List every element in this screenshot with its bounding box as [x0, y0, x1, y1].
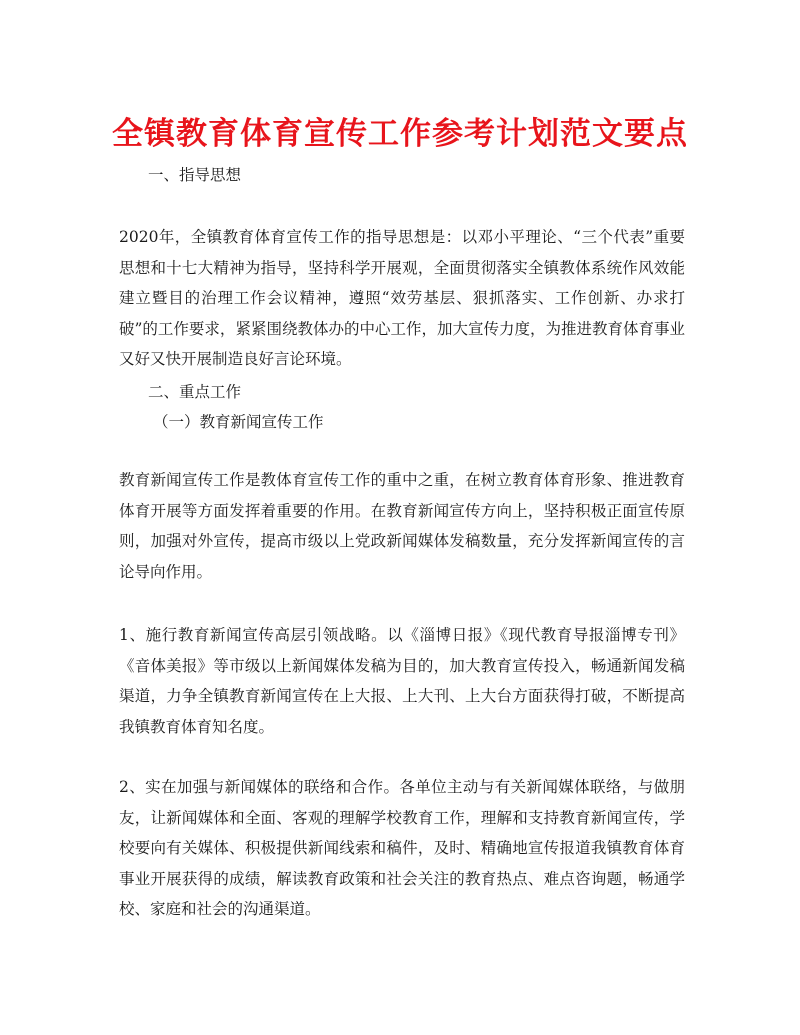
section-heading-key-work: 二、重点工作 — [148, 383, 242, 401]
paragraph-guiding-ideology: 2020年，全镇教育体育宣传工作的指导思想是：以邓小平理论、“三个代表”重要思想和十七大精神为指导，坚持科学开展观，全面贯彻落实全镇教体系统作风效能建立暨目的治理工作会议精神，遵照“效劳基层、狠抓落实、工作创新、办求打破”的工作要求，紧紧围绕教体办的中心工作，加大宣传力度，为推进教育体育事业又好又快开展制造良好言论环境。 — [119, 228, 685, 368]
paragraph-item-1: 1、施行教育新闻宣传高层引领战略。以《淄博日报》《现代教育导报淄博专刊》《音体美报》等市级以上新闻媒体发稿为目的，加大教育宣传投入，畅通新闻发稿渠道，力争全镇教育新闻宣传在上大报、上大刊、上大台方面获得打破，不断提高我镇教育体育知名度。 — [119, 626, 685, 736]
section-heading-guiding-ideology: 一、指导思想 — [148, 166, 242, 184]
paragraph-item-2: 2、实在加强与新闻媒体的联络和合作。各单位主动与有关新闻媒体联络，与做朋友，让新闻媒体和全面、客观的理解学校教育工作，理解和支持教育新闻宣传，学校要向有关媒体、积极提供新闻线索和稿件，及时、精确地宣传报道我镇教育体育事业开展获得的成绩，解读教育政策和社会关注的教育热点、难点咨询题，畅通学校、家庭和社会的沟通渠道。 — [119, 778, 685, 918]
paragraph-news-publicity: 教育新闻宣传工作是教体育宣传工作的重中之重，在树立教育体育形象、推进教育体育开展等方面发挥着重要的作用。在教育新闻宣传方向上，坚持积极正面宣传原则，加强对外宣传，提高市级以上党政新闻媒体发稿数量，充分发挥新闻宣传的言论导向作用。 — [119, 471, 685, 581]
subsection-heading-news-publicity: （一）教育新闻宣传工作 — [153, 413, 324, 431]
document-title: 全镇教育体育宣传工作参考计划范文要点 — [112, 116, 688, 152]
